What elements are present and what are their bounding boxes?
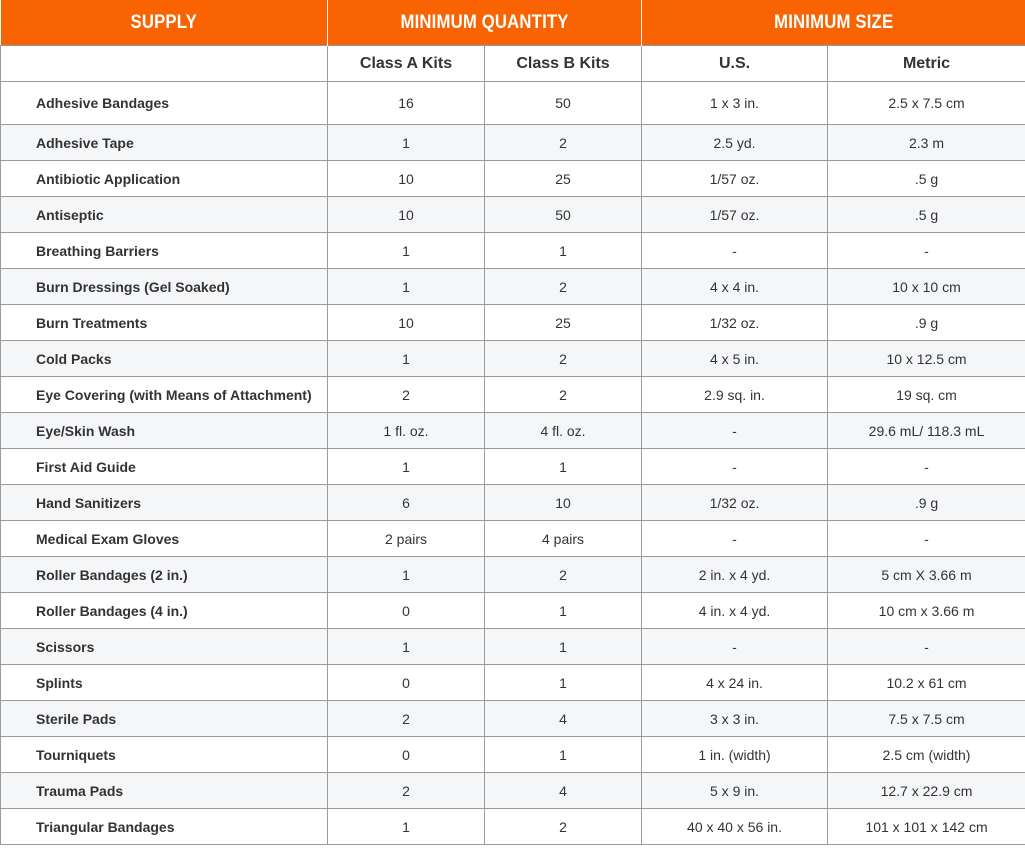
class-a-cell: 1 [328,125,485,161]
metric-size-cell: 7.5 x 7.5 cm [828,701,1025,737]
supply-cell: Medical Exam Gloves [1,521,328,557]
table-row [1,341,1025,377]
supply-cell: Breathing Barriers [1,233,328,269]
subheader-class-a-kits: Class A Kits [328,46,485,82]
metric-size-cell: 10 x 12.5 cm [828,341,1025,377]
class-b-cell: 2 [485,341,642,377]
supply-cell: Triangular Bandages [1,809,328,845]
supply-cell: Roller Bandages (2 in.) [1,557,328,593]
metric-size-cell: .9 g [828,305,1025,341]
us-size-cell: 1/57 oz. [642,197,828,233]
table-row [1,377,1025,413]
table-row [1,197,1025,233]
supply-cell: Scissors [1,629,328,665]
class-a-cell: 2 [328,377,485,413]
table-row [1,557,1025,593]
class-b-cell: 1 [485,233,642,269]
supply-cell: Hand Sanitizers [1,485,328,521]
us-size-cell: 2 in. x 4 yd. [642,557,828,593]
class-a-cell: 16 [328,82,485,125]
class-a-cell: 10 [328,305,485,341]
supply-cell: Adhesive Tape [1,125,328,161]
metric-size-cell: 10 x 10 cm [828,269,1025,305]
us-size-cell: 1 x 3 in. [642,82,828,125]
metric-size-cell: .5 g [828,161,1025,197]
table-row [1,82,1025,125]
class-b-cell: 4 [485,773,642,809]
metric-size-cell: - [828,449,1025,485]
class-b-cell: 1 [485,593,642,629]
table-row [1,701,1025,737]
metric-size-cell: 2.5 x 7.5 cm [828,82,1025,125]
us-size-cell: 1/32 oz. [642,305,828,341]
supply-cell: Sterile Pads [1,701,328,737]
class-b-cell: 10 [485,485,642,521]
metric-size-cell: 10 cm x 3.66 m [828,593,1025,629]
class-a-cell: 1 [328,341,485,377]
class-b-cell: 25 [485,161,642,197]
metric-size-cell: 10.2 x 61 cm [828,665,1025,701]
class-b-cell: 25 [485,305,642,341]
class-b-cell: 2 [485,809,642,845]
class-b-cell: 50 [485,197,642,233]
class-a-cell: 6 [328,485,485,521]
us-size-cell: 1 in. (width) [642,737,828,773]
class-b-cell: 1 [485,449,642,485]
us-size-cell: 4 x 4 in. [642,269,828,305]
metric-size-cell: .9 g [828,485,1025,521]
subheader-supply [1,46,328,82]
class-a-cell: 1 [328,629,485,665]
us-size-cell: 1/57 oz. [642,161,828,197]
class-a-cell: 1 [328,809,485,845]
group-header-row [1,0,1025,46]
sub-header-row [1,46,1025,82]
class-a-cell: 0 [328,593,485,629]
supply-cell: Adhesive Bandages [1,82,328,125]
class-b-cell: 1 [485,737,642,773]
us-size-cell: - [642,449,828,485]
table-row [1,269,1025,305]
table-row [1,233,1025,269]
supply-cell: Burn Treatments [1,305,328,341]
us-size-cell: 4 in. x 4 yd. [642,593,828,629]
table-row [1,125,1025,161]
class-a-cell: 0 [328,737,485,773]
us-size-cell: 2.9 sq. in. [642,377,828,413]
metric-size-cell: 19 sq. cm [828,377,1025,413]
class-b-cell: 4 fl. oz. [485,413,642,449]
class-a-cell: 2 [328,773,485,809]
table-row [1,449,1025,485]
table-body [1,82,1025,845]
table-row [1,305,1025,341]
supply-cell: Cold Packs [1,341,328,377]
supply-cell: Antiseptic [1,197,328,233]
table-row [1,737,1025,773]
table-row [1,593,1025,629]
class-a-cell: 1 [328,557,485,593]
class-b-cell: 2 [485,377,642,413]
header-minimum-quantity: MINIMUM QUANTITY [328,0,642,46]
supply-cell: Antibiotic Application [1,161,328,197]
class-a-cell: 1 [328,233,485,269]
table-row [1,161,1025,197]
class-a-cell: 0 [328,665,485,701]
metric-size-cell: - [828,233,1025,269]
us-size-cell: - [642,521,828,557]
class-b-cell: 1 [485,665,642,701]
metric-size-cell: 101 x 101 x 142 cm [828,809,1025,845]
subheader-metric: Metric [828,46,1025,82]
us-size-cell: 1/32 oz. [642,485,828,521]
table-row [1,665,1025,701]
supply-cell: Eye Covering (with Means of Attachment) [1,377,328,413]
us-size-cell: 40 x 40 x 56 in. [642,809,828,845]
class-b-cell: 1 [485,629,642,665]
subheader-class-b-kits: Class B Kits [485,46,642,82]
table-row [1,773,1025,809]
class-a-cell: 2 pairs [328,521,485,557]
header-supply: SUPPLY [1,0,328,46]
us-size-cell: - [642,629,828,665]
class-a-cell: 1 [328,449,485,485]
class-b-cell: 2 [485,125,642,161]
metric-size-cell: 29.6 mL/ 118.3 mL [828,413,1025,449]
supply-cell: First Aid Guide [1,449,328,485]
table-row [1,629,1025,665]
metric-size-cell: - [828,521,1025,557]
class-b-cell: 2 [485,269,642,305]
supply-cell: Tourniquets [1,737,328,773]
metric-size-cell: 5 cm X 3.66 m [828,557,1025,593]
table-row [1,485,1025,521]
class-a-cell: 1 fl. oz. [328,413,485,449]
table-row [1,809,1025,845]
us-size-cell: - [642,413,828,449]
metric-size-cell: 2.3 m [828,125,1025,161]
us-size-cell: 5 x 9 in. [642,773,828,809]
supply-cell: Eye/Skin Wash [1,413,328,449]
metric-size-cell: 2.5 cm (width) [828,737,1025,773]
metric-size-cell: 12.7 x 22.9 cm [828,773,1025,809]
header-minimum-size: MINIMUM SIZE [642,0,1025,46]
supply-cell: Trauma Pads [1,773,328,809]
supply-cell: Splints [1,665,328,701]
table-row [1,521,1025,557]
table-row [1,413,1025,449]
supply-cell: Burn Dressings (Gel Soaked) [1,269,328,305]
class-a-cell: 10 [328,197,485,233]
class-a-cell: 1 [328,269,485,305]
metric-size-cell: - [828,629,1025,665]
class-b-cell: 50 [485,82,642,125]
metric-size-cell: .5 g [828,197,1025,233]
supply-cell: Roller Bandages (4 in.) [1,593,328,629]
us-size-cell: 4 x 5 in. [642,341,828,377]
us-size-cell: 4 x 24 in. [642,665,828,701]
class-a-cell: 10 [328,161,485,197]
us-size-cell: - [642,233,828,269]
subheader-us: U.S. [642,46,828,82]
us-size-cell: 2.5 yd. [642,125,828,161]
us-size-cell: 3 x 3 in. [642,701,828,737]
class-b-cell: 4 [485,701,642,737]
class-b-cell: 4 pairs [485,521,642,557]
class-b-cell: 2 [485,557,642,593]
class-a-cell: 2 [328,701,485,737]
